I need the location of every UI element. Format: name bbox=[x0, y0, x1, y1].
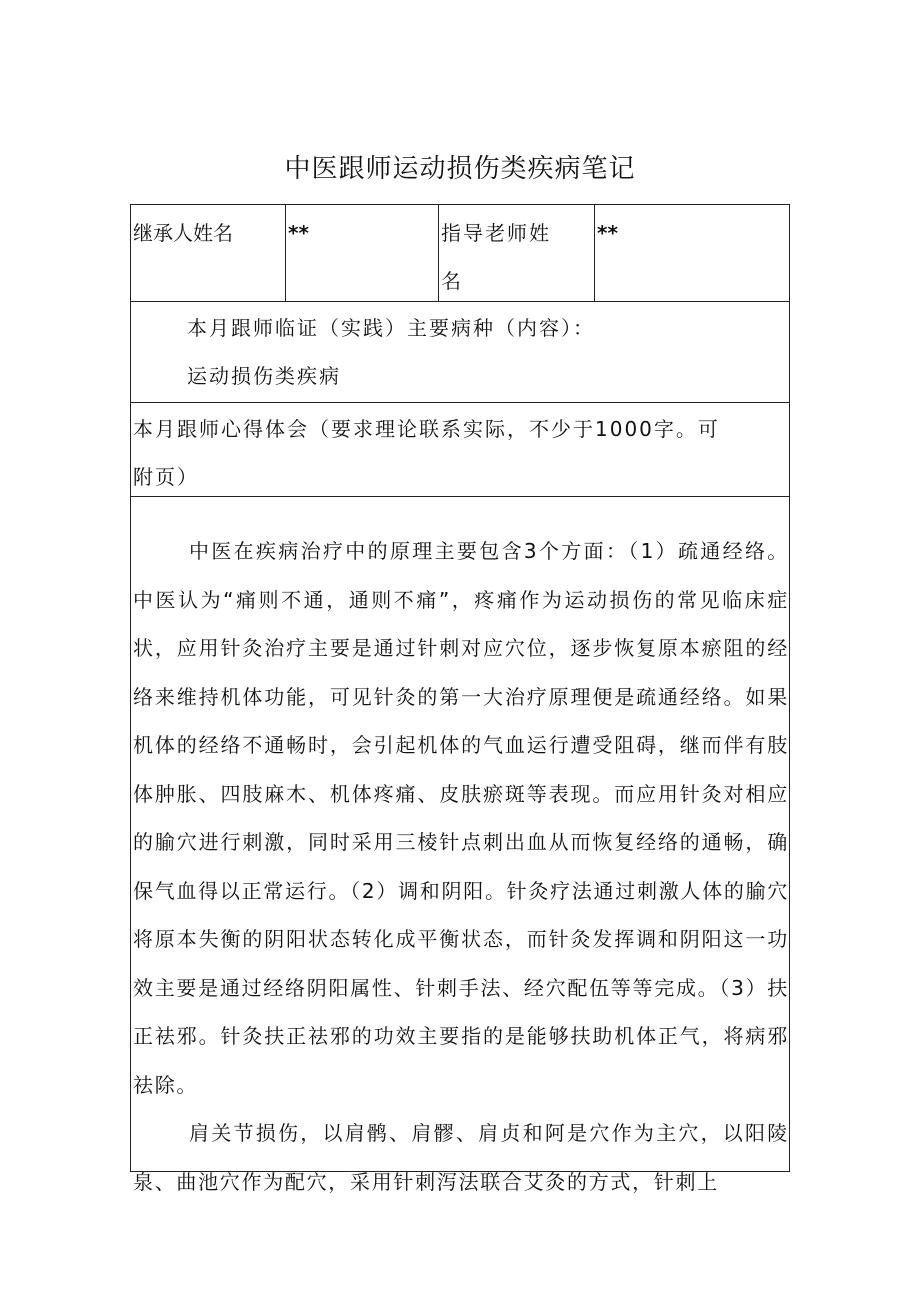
disease-row bbox=[131, 302, 789, 403]
teacher-name-label: 指导老师姓名 bbox=[439, 205, 595, 301]
heir-name-label: 继承人姓名 bbox=[131, 205, 286, 301]
notes-paragraph-1: 中医在疾病治疗中的原理主要包含3个方面：（1）疏通经络。中医认为“痛则不通，通则不痛”，疼痛作为运动损伤的常见临床症状，应用针灸治疗主要是通过针刺对应穴位，逐步恢复原本瘀阻的经络来维持机体功能，可见针灸的第一大治疗原理便是疏通经络。如果机体的经络不通畅时，会引起机体的气血运行遭受阻碍，继而伴有肢体肿胀、四肢麻木、机体疼痛、皮肤瘀斑等表现。而应用针灸对相应的腧穴进行刺激，同时采用三棱针点刺出血从而恢复经络的通畅，确保气血得以正常运行。（2）调和阴阳。针灸疗法通过刺激人体的腧穴将原本失衡的阴阳状态转化成平衡状态，而针灸发挥调和阴阳这一功效主要是通过经络阴阳属性、针刺手法、经穴配伍等等完成。（3）扶正祛邪。针灸扶正祛邪的功效主要指的是能够扶助机体正气，将病邪祛除。 bbox=[133, 539, 789, 1097]
notes-body bbox=[131, 497, 789, 1194]
teacher-name-value: ** bbox=[597, 221, 618, 245]
disease-label: 本月跟师临证（实践）主要病种（内容）： bbox=[187, 316, 595, 340]
page-title: 中医跟师运动损伤类疾病笔记 bbox=[284, 154, 636, 184]
form-table bbox=[130, 204, 790, 1194]
notes-paragraph-2: 肩关节损伤，以肩鹘、肩髎、肩贞和阿是穴作为主穴，以阳陵泉、曲池穴作为配穴，采用针刺泻法联合艾灸的方式，针刺上 bbox=[133, 1121, 789, 1194]
heir-name-value: ** bbox=[286, 205, 439, 301]
requirement-row: 本月跟师心得体会（要求理论联系实际，不少于1000字。可附页） bbox=[131, 403, 789, 497]
disease-value: 运动损伤类疾病 bbox=[187, 364, 341, 388]
header-row bbox=[131, 205, 789, 302]
